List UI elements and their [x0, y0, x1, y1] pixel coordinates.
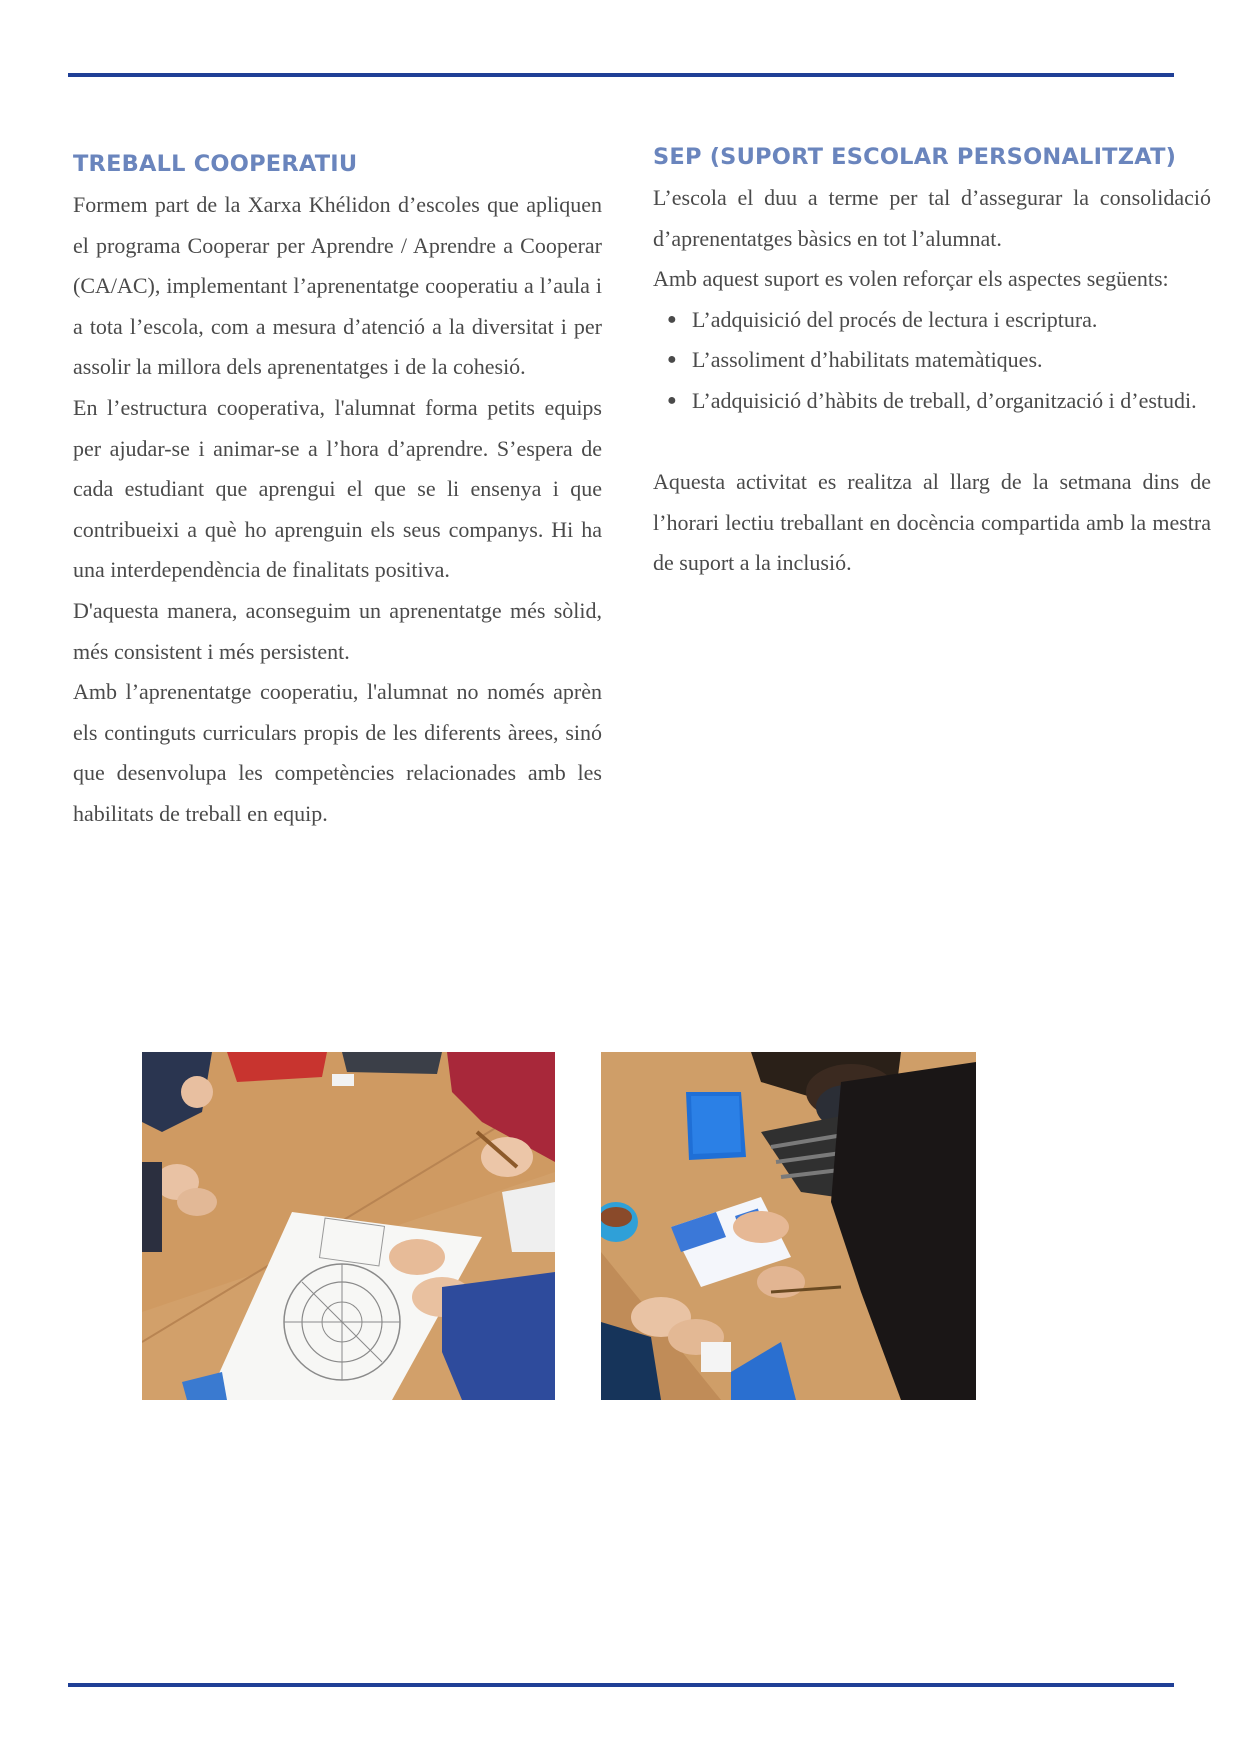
bullet-list	[653, 300, 1211, 422]
photo-illustration	[142, 1052, 555, 1400]
paragraph: En l’estructura cooperativa, l'alumnat forma petits equips per ajudar-se i animar-se a l’hora d’aprendre. S’espera de cada estudiant que aprengui el que se li ensenya i que contribueixi a què ho aprenguin els seus companys. Hi ha una interdependència de finalitats positiva.	[73, 394, 602, 583]
paragraph: Amb l’aprenentatge cooperatiu, l'alumnat no només aprèn els continguts curriculars propis de les diferents àrees, sinó que desenvolupa les competències relacionades amb les habilitats de treball en equip.	[73, 679, 602, 826]
list-item	[653, 340, 1211, 381]
bullet-icon: ●	[667, 351, 677, 369]
classroom-photo-sep-support	[601, 1052, 976, 1400]
photo-illustration	[601, 1052, 976, 1400]
paragraph: Aquesta activitat es realitza al llarg de la setmana dins de l’horari lectiu treballant en docència compartida amb la mestra de suport a la inclusió.	[653, 469, 1211, 576]
bottom-divider	[68, 1683, 1174, 1687]
classroom-photo-cooperative-work	[142, 1052, 555, 1400]
paragraph: Formem part de la Xarxa Khélidon d’escoles que apliquen el programa Cooperar per Aprendre / Aprendre a Cooperar (CA/AC), implementant l’aprenentatge cooperatiu a l’aula i a tota l’escola, com a mesura d’atenció a la diversitat i per assolir la millora dels aprenentatges i de la cohesió.	[73, 192, 602, 380]
list-item-text: L’adquisició del procés de lectura i escriptura.	[692, 306, 1098, 332]
section-heading-sep: SEP (SUPORT ESCOLAR PERSONALITZAT)	[653, 144, 1177, 170]
list-item-text: L’adquisició d’hàbits de treball, d’organització i d’estudi.	[692, 387, 1197, 413]
bullet-icon: ●	[667, 310, 677, 328]
list-item	[653, 300, 1211, 341]
paragraph: Amb aquest suport es volen reforçar els aspectes següents:	[653, 266, 1169, 292]
list-item-text: L’assoliment d’habilitats matemàtiques.	[692, 347, 1043, 373]
sep-section	[653, 140, 1211, 584]
treball-cooperatiu-section	[73, 140, 602, 835]
section-heading-treball-cooperatiu: TREBALL COOPERATIU	[73, 151, 358, 177]
paragraph: D'aquesta manera, aconseguim un aprenentatge més sòlid, més consistent i més persistent.	[73, 597, 602, 664]
spacer	[653, 422, 1211, 463]
paragraph: L’escola el duu a terme per tal d’assegurar la consolidació d’aprenentatges bàsics en tot l’alumnat.	[653, 185, 1211, 251]
top-divider	[68, 73, 1174, 77]
list-item	[653, 381, 1211, 422]
bullet-icon: ●	[667, 391, 677, 409]
